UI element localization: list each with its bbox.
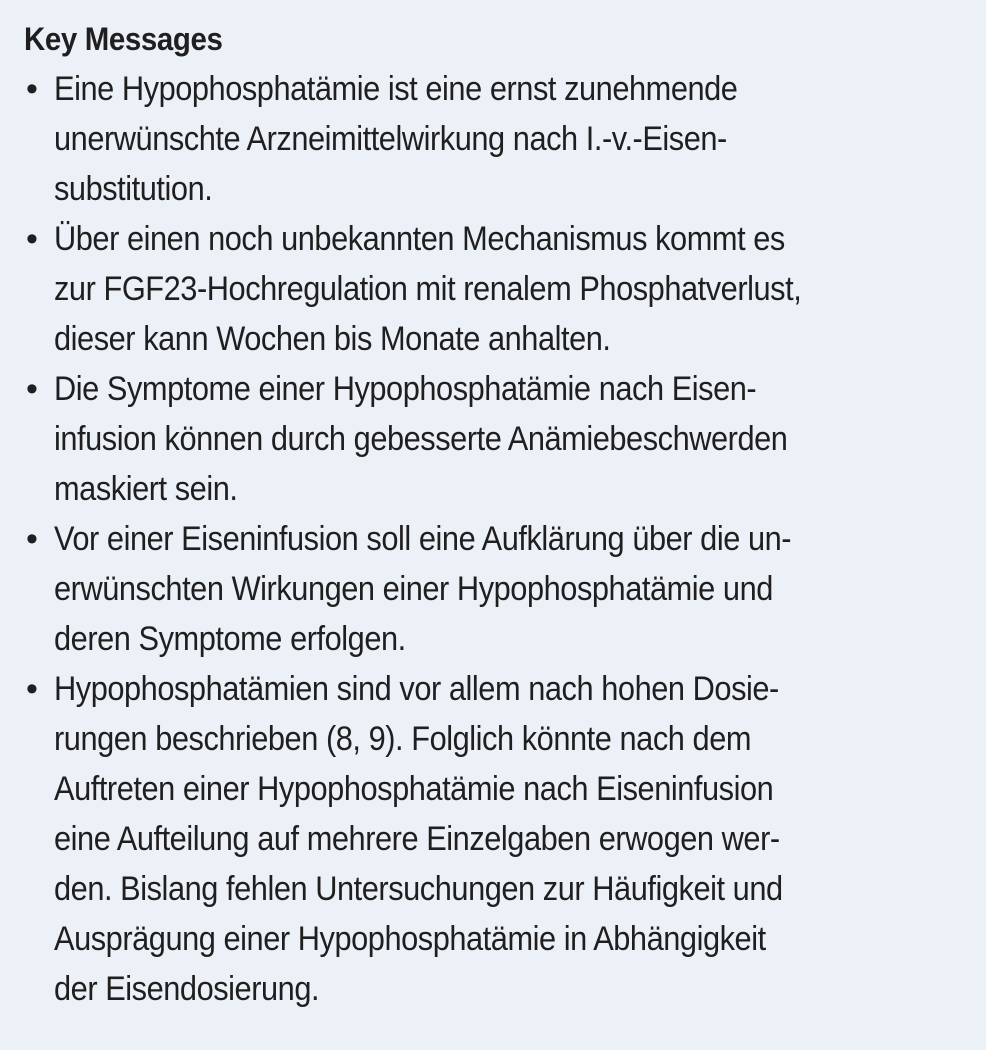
message-line: infusion können durch gebesserte Anämiebeschwerden xyxy=(54,420,788,458)
list-item xyxy=(24,514,966,664)
message-line: Vor einer Eiseninfusion soll eine Aufklärung über die un- xyxy=(54,520,792,558)
message-line: Hypophosphatämien sind vor allem nach hohen Dosie- xyxy=(54,670,779,708)
message-line: unerwünschte Arzneimittelwirkung nach I.-v.-Eisen- xyxy=(54,120,727,158)
message-line: Ausprägung einer Hypophosphatämie in Abhängigkeit xyxy=(54,920,766,958)
message-line: den. Bislang fehlen Untersuchungen zur Häufigkeit und xyxy=(54,870,783,908)
message-line: dieser kann Wochen bis Monate anhalten. xyxy=(54,320,611,358)
bullet-icon: • xyxy=(26,70,38,108)
message-line: rungen beschrieben (8, 9). Folglich könnte nach dem xyxy=(54,720,752,758)
list-item xyxy=(24,664,966,1014)
message-line: Die Symptome einer Hypophosphatämie nach Eisen- xyxy=(54,370,757,408)
bullet-icon: • xyxy=(26,220,38,258)
message-line: maskiert sein. xyxy=(54,470,238,508)
message-line: zur FGF23-Hochregulation mit renalem Phosphatverlust, xyxy=(54,270,802,308)
key-messages-list xyxy=(24,64,966,1014)
bullet-icon: • xyxy=(26,370,38,408)
message-line: Über einen noch unbekannten Mechanismus kommt es xyxy=(54,220,785,258)
message-line: substitution. xyxy=(54,170,213,208)
list-item xyxy=(24,64,966,214)
bullet-icon: • xyxy=(26,520,38,558)
message-line: Eine Hypophosphatämie ist eine ernst zunehmende xyxy=(54,70,738,108)
list-item xyxy=(24,364,966,514)
list-item xyxy=(24,214,966,364)
message-line: erwünschten Wirkungen einer Hypophosphatämie und xyxy=(54,570,773,608)
message-line: der Eisendosierung. xyxy=(54,970,320,1008)
bullet-icon: • xyxy=(26,670,38,708)
message-line: deren Symptome erfolgen. xyxy=(54,620,406,658)
box-title: Key Messages xyxy=(24,21,223,57)
message-line: eine Aufteilung auf mehrere Einzelgaben erwogen wer- xyxy=(54,820,780,858)
message-line: Auftreten einer Hypophosphatämie nach Eiseninfusion xyxy=(54,770,774,808)
